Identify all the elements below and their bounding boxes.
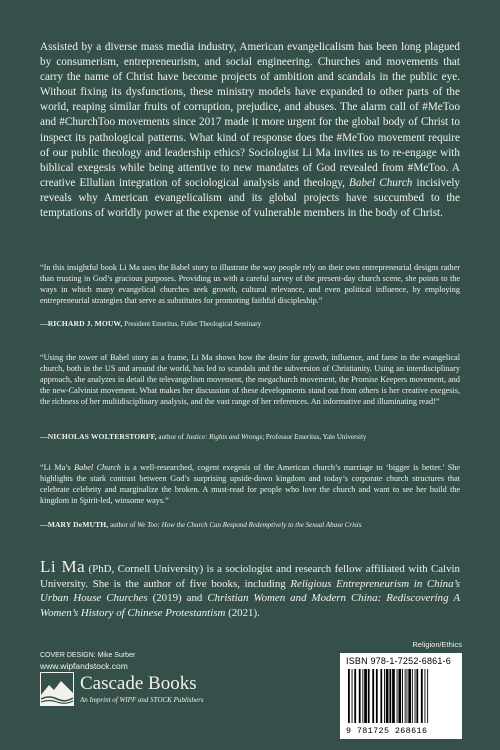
- barcode-bar: [352, 669, 353, 723]
- barcode-bar: [386, 669, 389, 723]
- barcode-bar: [402, 669, 403, 723]
- barcode-bar: [398, 669, 401, 723]
- endorsement-attribution: [40, 432, 470, 442]
- endorser-name: —RICHARD J. MOUW,: [40, 319, 123, 328]
- barcode-bar: [389, 669, 391, 723]
- barcode-bar: [348, 669, 350, 723]
- bio-text: (2019) and: [152, 592, 203, 604]
- endorser-role: author of: [158, 433, 184, 441]
- bio-text-end: (2021).: [228, 606, 260, 619]
- barcode-bar: [392, 669, 395, 723]
- quote-text: “Li Ma’s: [40, 463, 71, 472]
- publisher-subtitle: An Imprint of WIPF and STOCK Publishers: [80, 696, 204, 704]
- endorser-role: President Emeritus, Fuller Theological Seminary: [124, 320, 262, 328]
- barcode-bar: [416, 669, 418, 723]
- quote-book-title: Babel Church: [74, 463, 121, 472]
- barcode-bar: [425, 669, 426, 723]
- mountain-stream-icon: [40, 672, 74, 706]
- description-text-end: incisively reveals why American evangelicalism and its global projects have succumbed to the temptations of worldly power at the expense of vulnerable members in the body of Christ.: [40, 176, 461, 220]
- barcode-bar: [354, 669, 356, 723]
- barcode-bar: [362, 669, 363, 723]
- description-text: Assisted by a diverse mass media industry, American evangelicalism has been long plagued by consumerism, entrepreneurism, and social engineering. Churches and movements that carry the name of Christ have become projects of ambition and scandals in the public eye. Without fixing its dysfunctions, these ministry models have expanded to other parts of the world, reaping similar fruits of corruption, prejudice, and abuses. The alarm call of #MeToo and #ChurchToo movements since 2017 made it more urgent for the global body of Christ to inspect its pathological patterns. What kind of response does the #MeToo movement require of our public theology and leadership ethics? Sociologist Li Ma invites us to re-engage with biblical exegesis while being attentive to new mandates of God revealed from #MeToo. A creative Ellulian integration of sociological analysis and theology,: [40, 41, 460, 189]
- barcode-bar: [397, 669, 398, 723]
- barcode-bar: [421, 669, 423, 723]
- barcode-bar: [372, 669, 374, 723]
- author-name: Li Ma: [40, 557, 86, 576]
- publisher-logo: [40, 672, 240, 718]
- endorser-name: —MARY DeMUTH,: [40, 520, 109, 529]
- barcode-digits: 9 781725 268616: [346, 726, 428, 736]
- barcode-bar: [405, 669, 406, 723]
- credits: [40, 650, 135, 672]
- bio-text: (PhD, Cornell University) is a sociologist and research fellow affiliated with Calvin University. She is the author of five books, including: [40, 563, 460, 590]
- endorsement-quote: “In this insightful book Li Ma uses the Babel story to illustrate the way people rely on their own entrepreneurial designs rather than trusting in God’s gracious purposes. Providing us with a careful survey of the present-day church scene, she points to the ways in which many evangelical churches seek growth, cultural relevance, and even political influence, by employing entrepreneurial strategies that serve as substitutes for promoting faithful discipleship.”: [40, 263, 460, 306]
- quote-text-end: is a well-researched, cogent exegesis of the American church’s marriage to ‘bigger is better.’ She highlights the stark contrast between God’s surprising upside-down kingdom and today’s corporate church structures that celebrate celebrity and marginalize the broken. A must-read for people who love the church and want to see her build the kingdom in Spirit-led, winsome ways.”: [40, 463, 460, 506]
- barcode-bar: [364, 669, 367, 723]
- author-bio: [40, 557, 460, 620]
- barcode-bar: [384, 669, 385, 723]
- category-label: Religion/Ethics: [412, 640, 462, 649]
- bio-book-title: Religious Entrepreneurism in China’s Urban House Churches: [40, 577, 460, 604]
- endorser-role: author of: [110, 521, 136, 529]
- endorsement-attribution: [40, 319, 470, 329]
- endorsement-quote: “Using the tower of Babel story as a frame, Li Ma shows how the desire for growth, influence, and fame in the evangelical church, both in the US and around the world, has led to scandals and the subversion of Christianity. Using an interdisciplinary approach, she analyzes in detail the televangelism movement, the megachurch movement, the Promise Keepers movement, and the new-Calvinist movement. What makes her discussion of these developments stand out from others is her creative exegesis, the richness of her multidisciplinary analysis, and the vast range of her references. An informative and illuminating read!”: [40, 353, 460, 407]
- isbn-barcode: [340, 653, 462, 739]
- endorsement-attribution: [40, 520, 470, 530]
- publisher-website: www.wipfandstock.com: [40, 661, 128, 671]
- description-book-title: Babel Church: [349, 176, 413, 189]
- barcode-bar: [380, 669, 382, 723]
- barcode-bar: [412, 669, 413, 723]
- barcode-bar: [376, 669, 378, 723]
- barcode-bar: [408, 669, 411, 723]
- endorsement-quote: [40, 462, 460, 506]
- barcode-bar: [407, 669, 408, 723]
- isbn-number: ISBN 978-1-7252-6861-6: [346, 656, 451, 666]
- barcode-bar: [427, 669, 428, 723]
- barcode-bars: [346, 669, 456, 725]
- endorser-book-title: We Too: How the Church Can Respond Redemptively to the Sexual Abuse Crisis: [137, 521, 362, 529]
- barcode-bar: [368, 669, 370, 723]
- book-description: [40, 40, 460, 221]
- publisher-name: Cascade Books: [80, 673, 197, 694]
- endorser-book-title: Justice: Rights and Wrongs: [185, 433, 263, 441]
- endorser-role-end: ; Professor Emeritus, Yale University: [262, 433, 367, 441]
- barcode-bar: [359, 669, 361, 723]
- barcode-bar: [415, 669, 416, 723]
- cover-design-credit: COVER DESIGN: Mike Surber: [40, 652, 136, 659]
- bio-book-title: Christian Women and Modern China: Rediscovering A Women’s History of Chinese Protestantism: [40, 592, 460, 619]
- endorser-name: —NICHOLAS WOLTERSTORFF,: [40, 432, 157, 441]
